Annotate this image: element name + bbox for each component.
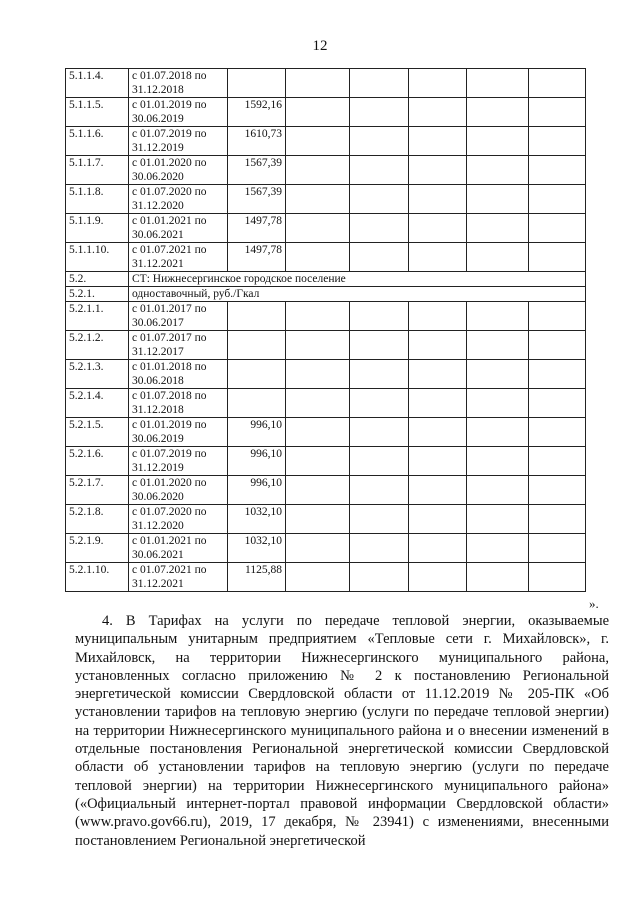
empty-cell — [529, 302, 586, 331]
row-period: с 01.01.2018 по 30.06.2018 — [129, 360, 228, 389]
empty-cell — [286, 418, 350, 447]
row-code: 5.2.1.2. — [66, 331, 129, 360]
row-code: 5.1.1.4. — [66, 69, 129, 98]
empty-cell — [467, 389, 529, 418]
empty-cell — [286, 243, 350, 272]
empty-cell — [409, 243, 467, 272]
page-number: 12 — [312, 38, 328, 54]
empty-cell — [409, 389, 467, 418]
empty-cell — [350, 302, 409, 331]
table-row — [66, 563, 586, 592]
empty-cell — [467, 418, 529, 447]
empty-cell — [286, 185, 350, 214]
empty-cell — [286, 360, 350, 389]
empty-cell — [350, 563, 409, 592]
empty-cell — [350, 505, 409, 534]
table-row — [66, 447, 586, 476]
row-code: 5.1.1.5. — [66, 98, 129, 127]
empty-cell — [286, 447, 350, 476]
empty-cell — [467, 127, 529, 156]
empty-cell — [286, 476, 350, 505]
empty-cell — [409, 185, 467, 214]
empty-cell — [409, 331, 467, 360]
empty-cell — [467, 331, 529, 360]
empty-cell — [409, 98, 467, 127]
row-value: 1567,39 — [228, 156, 286, 185]
empty-cell — [529, 98, 586, 127]
empty-cell — [286, 156, 350, 185]
tariff-table — [65, 68, 586, 592]
empty-cell — [529, 389, 586, 418]
table-row — [66, 505, 586, 534]
row-code: 5.1.1.9. — [66, 214, 129, 243]
row-code: 5.1.1.8. — [66, 185, 129, 214]
empty-cell — [286, 331, 350, 360]
empty-cell — [350, 98, 409, 127]
row-value: 1032,10 — [228, 505, 286, 534]
row-period: с 01.07.2018 по 31.12.2018 — [129, 69, 228, 98]
row-value: 1610,73 — [228, 127, 286, 156]
row-period: с 01.07.2019 по 31.12.2019 — [129, 127, 228, 156]
table-row — [66, 243, 586, 272]
empty-cell — [467, 185, 529, 214]
empty-cell — [286, 505, 350, 534]
empty-cell — [286, 127, 350, 156]
row-value: 1032,10 — [228, 534, 286, 563]
empty-cell — [409, 156, 467, 185]
empty-cell — [350, 243, 409, 272]
empty-cell — [409, 69, 467, 98]
row-code: 5.2.1.6. — [66, 447, 129, 476]
row-value: 1592,16 — [228, 98, 286, 127]
empty-cell — [529, 476, 586, 505]
table-row — [66, 214, 586, 243]
empty-cell — [286, 563, 350, 592]
row-code: 5.2.1.5. — [66, 418, 129, 447]
table-row — [66, 185, 586, 214]
empty-cell — [529, 69, 586, 98]
empty-cell — [529, 185, 586, 214]
empty-cell — [286, 214, 350, 243]
empty-cell — [286, 389, 350, 418]
empty-cell — [409, 418, 467, 447]
row-period: с 01.01.2021 по 30.06.2021 — [129, 214, 228, 243]
empty-cell — [467, 360, 529, 389]
empty-cell — [409, 476, 467, 505]
empty-cell — [350, 447, 409, 476]
empty-cell — [467, 243, 529, 272]
empty-cell — [529, 418, 586, 447]
row-code: 5.1.1.7. — [66, 156, 129, 185]
table-row — [66, 69, 586, 98]
empty-cell — [529, 505, 586, 534]
row-period: с 01.07.2020 по 31.12.2020 — [129, 185, 228, 214]
empty-cell — [529, 127, 586, 156]
empty-cell — [350, 185, 409, 214]
row-value: 996,10 — [228, 418, 286, 447]
row-period: с 01.01.2019 по 30.06.2019 — [129, 98, 228, 127]
empty-cell — [409, 127, 467, 156]
row-code: 5.2.1.7. — [66, 476, 129, 505]
row-value: 996,10 — [228, 476, 286, 505]
empty-cell — [350, 127, 409, 156]
row-value: 1497,78 — [228, 214, 286, 243]
empty-cell — [529, 156, 586, 185]
empty-cell — [350, 214, 409, 243]
row-value — [228, 360, 286, 389]
empty-cell — [409, 214, 467, 243]
row-period: с 01.07.2021 по 31.12.2021 — [129, 243, 228, 272]
section-code: 5.2.1. — [66, 287, 129, 302]
empty-cell — [467, 534, 529, 563]
row-value: 1125,88 — [228, 563, 286, 592]
empty-cell — [409, 563, 467, 592]
empty-cell — [350, 534, 409, 563]
empty-cell — [467, 214, 529, 243]
row-period: с 01.01.2019 по 30.06.2019 — [129, 418, 228, 447]
empty-cell — [350, 476, 409, 505]
row-code: 5.2.1.4. — [66, 389, 129, 418]
row-period: с 01.01.2021 по 30.06.2021 — [129, 534, 228, 563]
empty-cell — [350, 360, 409, 389]
paragraph-4 — [75, 612, 609, 850]
empty-cell — [350, 418, 409, 447]
row-value — [228, 389, 286, 418]
table-row — [66, 389, 586, 418]
section-row — [66, 287, 586, 302]
empty-cell — [286, 98, 350, 127]
row-value: 1497,78 — [228, 243, 286, 272]
section-code: 5.2. — [66, 272, 129, 287]
empty-cell — [286, 69, 350, 98]
row-value: 1567,39 — [228, 185, 286, 214]
empty-cell — [529, 214, 586, 243]
empty-cell — [467, 505, 529, 534]
row-period: с 01.01.2020 по 30.06.2020 — [129, 476, 228, 505]
row-period: с 01.07.2021 по 31.12.2021 — [129, 563, 228, 592]
table-row — [66, 418, 586, 447]
paragraph-4-text: 4. В Тарифах на услуги по передаче тепловой энергии, оказываемые муниципальным унитарным предприятием «Тепловые сети г. Михайловск», г. Михайловск, на территории Нижнесергинского муниципального района, установленных согласно приложению № 2 к постановлению Региональной энергетической комиссии Свердловской области от 11.12.2019 № 205-ПК «Об установлении тарифов на тепловую энергию (услуги по передаче тепловой энергии) на территории Нижнесергинского муниципального района и о внесении изменений в отдельные постановления Региональной энергетической комиссии Свердловской области об установлении тарифов на тепловую энергию (услуги по передаче тепловой энергии) на территории Нижнесергинского муниципального района» («Официальный интернет-портал правовой информации Свердловской области» (www.pravo.gov66.ru), 2019, 17 декабря, № 23941) с изменениями, внесенными постановлением Региональной энергетической — [75, 613, 609, 849]
table-row — [66, 534, 586, 563]
row-value — [228, 69, 286, 98]
empty-cell — [467, 447, 529, 476]
row-code: 5.2.1.10. — [66, 563, 129, 592]
empty-cell — [529, 563, 586, 592]
row-period: с 01.01.2017 по 30.06.2017 — [129, 302, 228, 331]
table-row — [66, 331, 586, 360]
empty-cell — [467, 69, 529, 98]
empty-cell — [467, 302, 529, 331]
empty-cell — [350, 69, 409, 98]
empty-cell — [529, 534, 586, 563]
row-period: с 01.01.2020 по 30.06.2020 — [129, 156, 228, 185]
empty-cell — [286, 302, 350, 331]
empty-cell — [529, 447, 586, 476]
row-code: 5.2.1.1. — [66, 302, 129, 331]
section-title: СТ: Нижнесергинское городское поселение — [129, 272, 586, 287]
empty-cell — [409, 534, 467, 563]
row-period: с 01.07.2019 по 31.12.2019 — [129, 447, 228, 476]
table-row — [66, 302, 586, 331]
empty-cell — [467, 156, 529, 185]
row-code: 5.2.1.3. — [66, 360, 129, 389]
empty-cell — [529, 360, 586, 389]
empty-cell — [409, 447, 467, 476]
empty-cell — [286, 534, 350, 563]
row-value: 996,10 — [228, 447, 286, 476]
empty-cell — [529, 243, 586, 272]
empty-cell — [467, 98, 529, 127]
row-period: с 01.07.2020 по 31.12.2020 — [129, 505, 228, 534]
section-title: одноставочный, руб./Гкал — [129, 287, 586, 302]
row-value — [228, 302, 286, 331]
empty-cell — [350, 331, 409, 360]
row-code: 5.1.1.6. — [66, 127, 129, 156]
section-row — [66, 272, 586, 287]
empty-cell — [409, 360, 467, 389]
closing-quote: ». — [589, 596, 599, 611]
empty-cell — [350, 156, 409, 185]
table-row — [66, 360, 586, 389]
row-code: 5.2.1.8. — [66, 505, 129, 534]
row-period: с 01.07.2017 по 31.12.2017 — [129, 331, 228, 360]
table-row — [66, 127, 586, 156]
empty-cell — [409, 302, 467, 331]
table-row — [66, 156, 586, 185]
table-row — [66, 98, 586, 127]
empty-cell — [529, 331, 586, 360]
row-value — [228, 331, 286, 360]
empty-cell — [350, 389, 409, 418]
empty-cell — [467, 476, 529, 505]
empty-cell — [467, 563, 529, 592]
table-row — [66, 476, 586, 505]
row-period: с 01.07.2018 по 31.12.2018 — [129, 389, 228, 418]
row-code: 5.1.1.10. — [66, 243, 129, 272]
row-code: 5.2.1.9. — [66, 534, 129, 563]
empty-cell — [409, 505, 467, 534]
